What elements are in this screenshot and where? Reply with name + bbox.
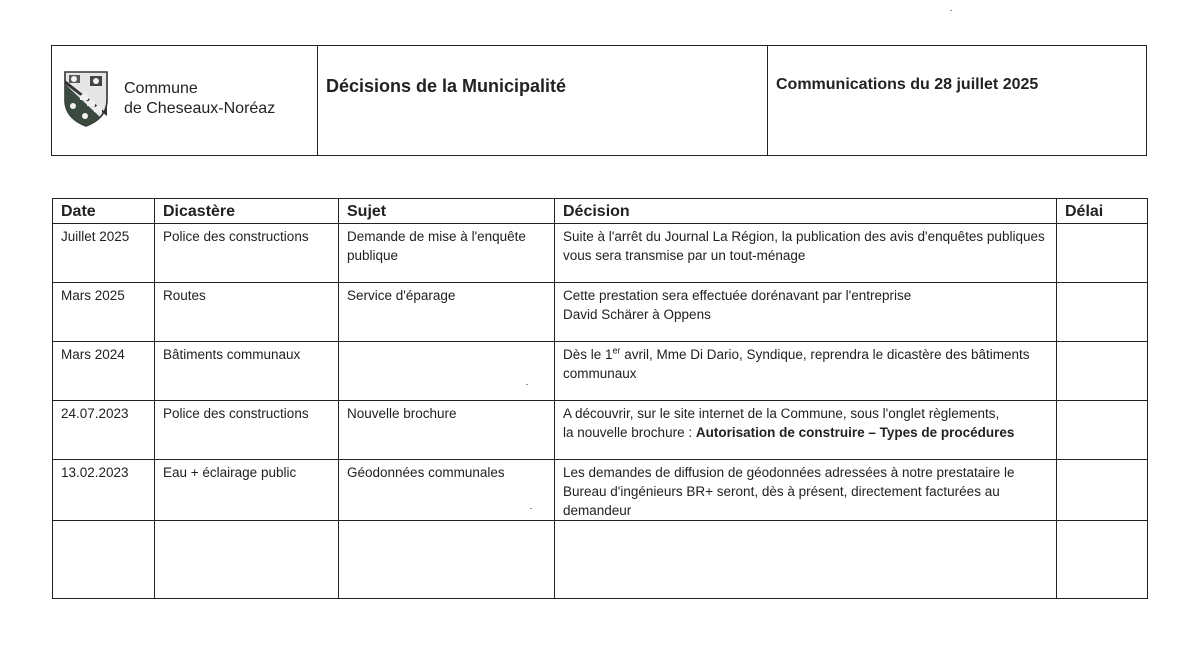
- cell-sujet: Demande de mise à l'enquête publique: [339, 224, 555, 283]
- cell-decision: [555, 342, 1057, 401]
- cell-dicastere: Bâtiments communaux: [155, 342, 339, 401]
- cell-delai: [1057, 401, 1148, 460]
- document-header: [51, 45, 1147, 156]
- decision-line: Cette prestation sera effectuée dorénavant par l'entreprise: [563, 288, 912, 303]
- cell-decision: [555, 401, 1057, 460]
- decision-line: A découvrir, sur le site internet de la Commune, sous l'onglet règlements,: [563, 406, 1000, 421]
- commune-name-line2: de Cheseaux-Noréaz: [124, 100, 276, 117]
- cell-date: Mars 2025: [53, 283, 155, 342]
- column-header-sujet: Sujet: [339, 199, 555, 224]
- table-row: [53, 224, 1148, 283]
- cell-dicastere: Eau + éclairage public: [155, 460, 339, 521]
- cell-delai: [1057, 224, 1148, 283]
- header-logo-cell: [52, 46, 318, 155]
- header-communications-cell: [768, 46, 1146, 155]
- decision-text: Dès le 1: [563, 347, 613, 362]
- cell-sujet: Nouvelle brochure: [339, 401, 555, 460]
- cell-sujet: [339, 342, 555, 401]
- cell-delai: [1057, 460, 1148, 521]
- cell-decision: [555, 521, 1057, 599]
- cell-dicastere: Police des constructions: [155, 224, 339, 283]
- communications-date: Communications du 28 juillet 2025: [776, 76, 1039, 93]
- cell-decision: Les demandes de diffusion de géodonnées adressées à notre prestataire le Bureau d'ingénieurs BR+ seront, dès à présent, directement facturées au demandeur: [555, 460, 1057, 521]
- cell-sujet: [339, 521, 555, 599]
- table-row: [53, 401, 1148, 460]
- column-header-decision: Décision: [555, 199, 1057, 224]
- cell-dicastere: Police des constructions: [155, 401, 339, 460]
- scan-speck: [950, 10, 952, 11]
- table-row: [53, 460, 1148, 521]
- column-header-delai: Délai: [1057, 199, 1148, 224]
- coat-of-arms-icon: [63, 70, 109, 128]
- table-row: [53, 283, 1148, 342]
- cell-date: Juillet 2025: [53, 224, 155, 283]
- document-title: Décisions de la Municipalité: [326, 76, 567, 96]
- scan-speck: [530, 508, 532, 509]
- column-header-dicastere: Dicastère: [155, 199, 339, 224]
- decision-line: David Schärer à Oppens: [563, 307, 711, 322]
- cell-date: [53, 521, 155, 599]
- table-header-row: [53, 199, 1148, 224]
- cell-sujet: Géodonnées communales: [339, 460, 555, 521]
- cell-date: Mars 2024: [53, 342, 155, 401]
- cell-delai: [1057, 342, 1148, 401]
- table-row: [53, 521, 1148, 599]
- decision-text: la nouvelle brochure :: [563, 425, 696, 440]
- header-title-cell: [318, 46, 768, 155]
- decision-superscript: er: [612, 345, 621, 356]
- brochure-title: Autorisation de construire – Types de procédures: [695, 425, 1015, 440]
- cell-dicastere: Routes: [155, 283, 339, 342]
- cell-delai: [1057, 283, 1148, 342]
- decision-text: avril, Mme Di Dario, Syndique, reprendra le dicastère des bâtiments communaux: [563, 347, 1030, 381]
- cell-dicastere: [155, 521, 339, 599]
- table-row: [53, 342, 1148, 401]
- commune-name-line1: Commune: [124, 80, 198, 97]
- cell-decision: Suite à l'arrêt du Journal La Région, la publication des avis d'enquêtes publiques vous sera transmise par un tout-ménage: [555, 224, 1057, 283]
- scan-speck: [526, 384, 528, 385]
- cell-decision: [555, 283, 1057, 342]
- cell-sujet: Service d'éparage: [339, 283, 555, 342]
- cell-date: 24.07.2023: [53, 401, 155, 460]
- column-header-date: Date: [53, 199, 155, 224]
- cell-date: 13.02.2023: [53, 460, 155, 521]
- cell-delai: [1057, 521, 1148, 599]
- decisions-table: [52, 198, 1148, 599]
